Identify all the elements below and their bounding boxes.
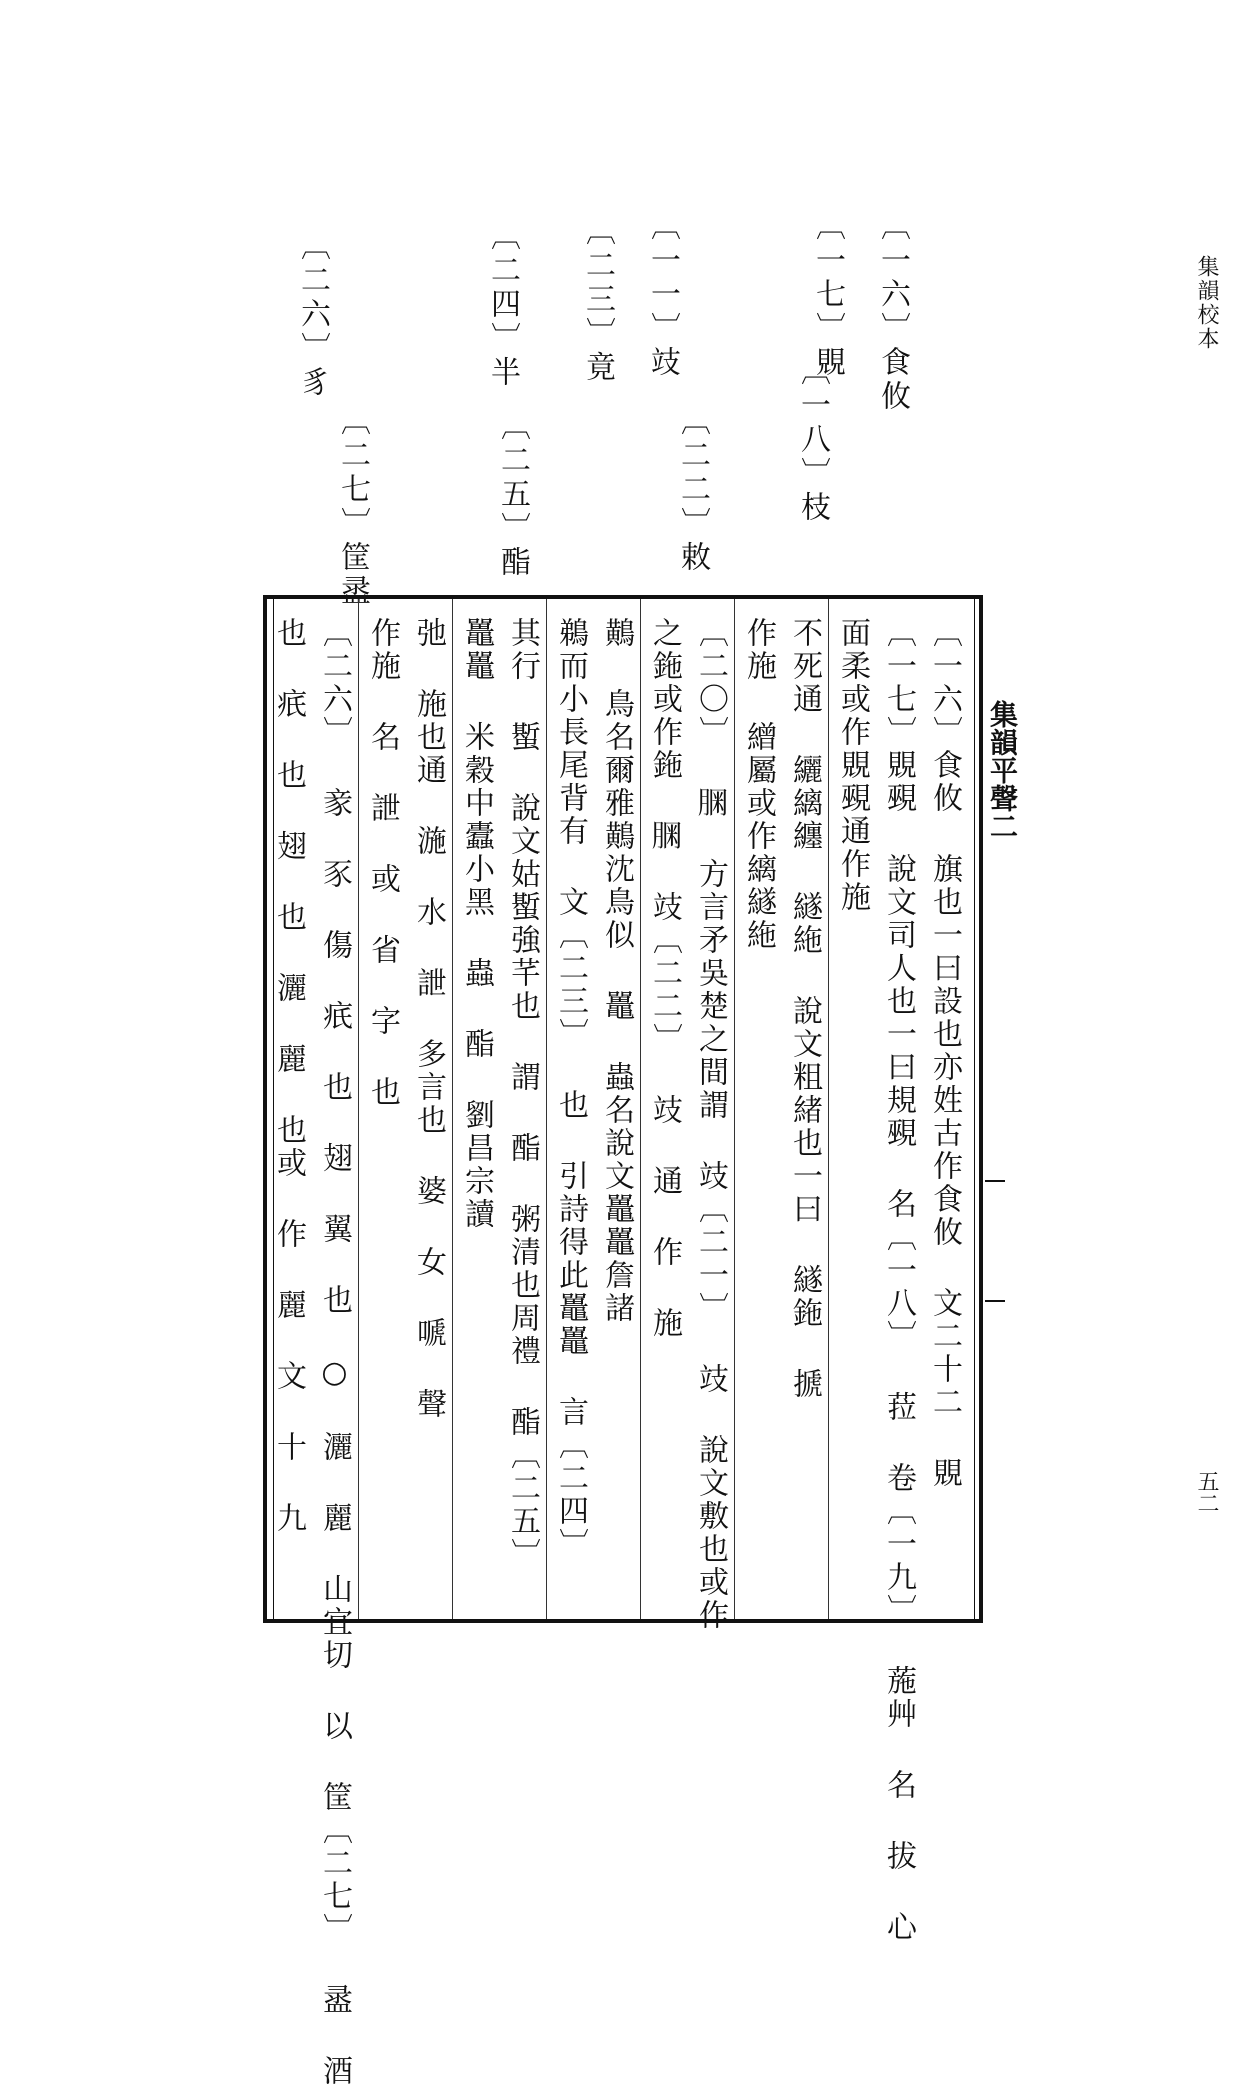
book-title: 集韻校本 xyxy=(1194,255,1219,351)
text-column-9: 鵜而小長尾背有 文〔二三〕 也 引詩得此鼉鼉 言〔二四〕 xyxy=(553,617,588,1561)
text-column-4: 不死通 纚縭纏 繸絁 說文粗緒也一曰 繸鉇 搋 xyxy=(787,617,822,1401)
column-rule xyxy=(452,599,453,1619)
column-rule xyxy=(358,599,359,1619)
note-24: 〔二四〕半 xyxy=(485,220,520,390)
note-27: 〔二七〕筐盝 xyxy=(335,405,370,609)
note-26: 〔二六〕豸 xyxy=(295,230,330,400)
margin-tick xyxy=(985,1300,1005,1302)
text-column-6: 〔二〇〕 𦝓 方言矛吳楚之間謂 攱〔二一〕 攱 說文敷也或作 xyxy=(693,617,728,1632)
text-column-3: 面柔或作覞覡通作施 xyxy=(835,617,870,914)
text-column-13: 作施 名 詍 或 省 字 也 xyxy=(365,617,400,1109)
note-23: 〔二三〕竟 xyxy=(580,215,615,385)
note-21: 〔一一〕攱 xyxy=(645,210,680,380)
text-column-10: 其行 蟴 說文姑蟴強芊也 謂 酯 粥清也周禮 酯〔二五〕 xyxy=(505,617,540,1571)
column-rule xyxy=(734,599,735,1619)
text-column-5: 作施 繒屬或作縭繸絁 xyxy=(741,617,776,952)
text-column-7: 之鉇或作鉇 𦝓 攱〔二二〕 攱 通 作 施 xyxy=(647,617,682,1340)
text-column-11: 鼉鼉 米穀中蠹小黑 蟲 酯 劉昌宗讀 xyxy=(459,617,494,1231)
column-rule xyxy=(546,599,547,1619)
text-column-1: 〔一六〕食攸 旗也一曰設也亦姓古作食攸 文二十二 覞 xyxy=(927,617,962,1490)
text-column-8: 鷬 鳥名爾雅鷬沈鳥似 鼉 蟲名說文鼉鼉詹諸 xyxy=(599,617,634,1325)
note-25: 〔二五〕酯 xyxy=(495,410,530,580)
margin-tick xyxy=(985,1180,1005,1182)
note-17: 〔一七〕覞 xyxy=(810,210,845,380)
text-column-15: 也 疧 也 翅 也 灑 麗 也或 作 麗 文 十 九 xyxy=(271,617,306,1535)
note-18: 〔一八〕枝 xyxy=(795,355,830,525)
text-column-14: 〔二六〕 豙 豕 傷 疧 也 翅 翼 也 ○ 灑 麗 山宜切 以 筐〔二七〕 盝 酒 xyxy=(317,617,352,2088)
note-22: 〔二二〕敕 xyxy=(675,405,710,575)
column-rule xyxy=(828,599,829,1619)
main-text-block xyxy=(263,595,983,2088)
column-rule xyxy=(640,599,641,1619)
side-margin-label: 集韻平聲二 xyxy=(986,700,1019,840)
text-column-2: 〔一七〕覞覡 說文司人也一曰規覡 名〔一八〕 菈 卷〔一九〕 葹艸 名 拔 心 xyxy=(881,617,916,1944)
page-number: 五二 xyxy=(1194,1470,1219,1514)
text-column-12: 弛 施也通 湤 水 詍 多言也 婆 女 嗁 聲 xyxy=(411,617,446,1421)
note-16: 〔一六〕食攸 xyxy=(875,210,910,414)
